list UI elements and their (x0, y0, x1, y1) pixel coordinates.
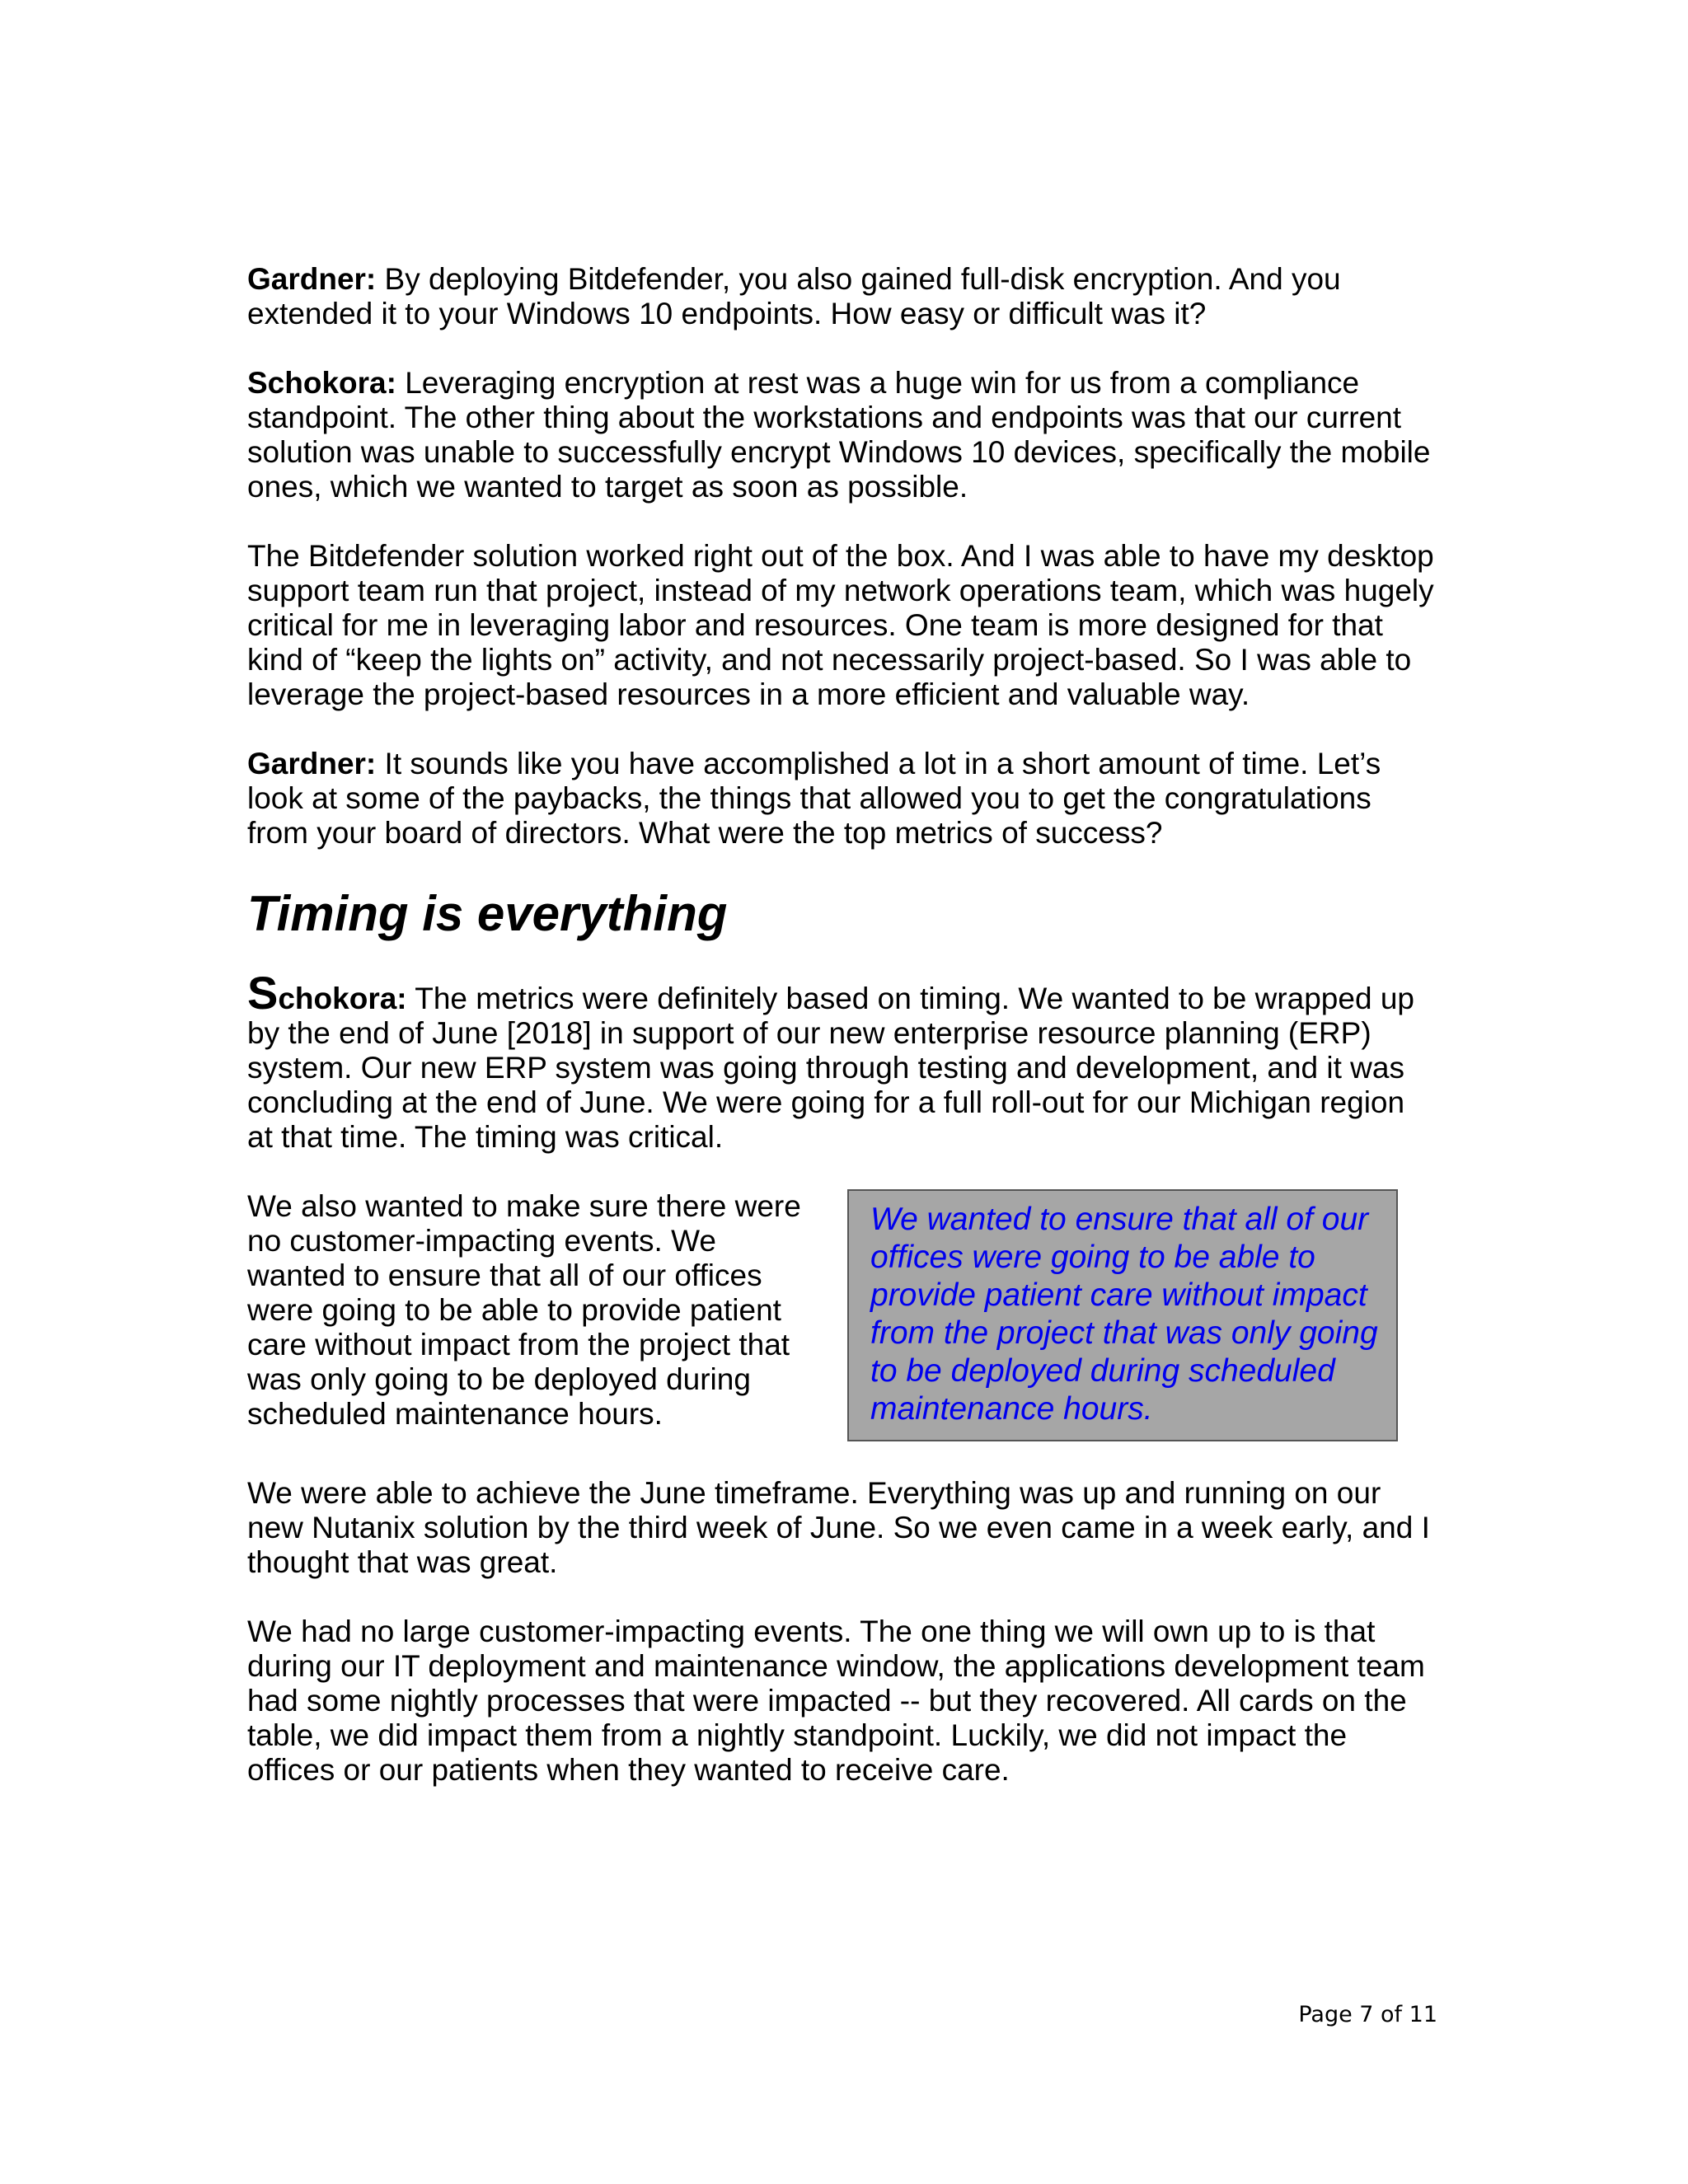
pull-quote-text: We wanted to ensure that all of our offices were going to be able to provide patient care without impact from the project that was only going to be deployed during scheduled maintenance hours. (870, 1202, 1378, 1427)
speaker-label: chokora: (278, 982, 407, 1015)
speaker-label: Gardner: (247, 747, 377, 780)
paragraph-text: By deploying Bitdefender, you also gained full-disk encryption. And you extended it to your Windows 10 endpoints. How easy or difficult was it? (247, 262, 1341, 330)
paragraph-text: The Bitdefender solution worked right out of the box. And I was able to have my desktop support team run that project, instead of my network operations team, which was hugely critical for me in leveraging labor and resources. One team is more designed for that kind of “keep the lights on” activity, and not necessarily project-based. So I was able to leverage the project-based resources in a more efficient and valuable way. (247, 539, 1434, 711)
drop-cap: S (247, 967, 279, 1019)
paragraph-june-timeframe: We were able to achieve the June timeframe. Everything was up and running on our new Nutanix solution by the third week of June. So we even came in a week early, and I thought that was great. (247, 1476, 1430, 1579)
paragraph-gardner-metrics (247, 747, 1438, 851)
speaker-label: Schokora: (247, 366, 396, 400)
paragraph-text: The metrics were definitely based on timing. We wanted to be wrapped up by the end of June [2018] in support of our new enterprise resource planning (ERP) system. Our new ERP system was going through testing and development, and it was concluding at the end of June. We were going for a full roll-out for our Michigan region at that time. The timing was critical. (247, 982, 1414, 1154)
speaker-label: Gardner: (247, 262, 377, 296)
paragraph-text: Leveraging encryption at rest was a huge win for us from a compliance standpoint. The other thing about the workstations and endpoints was that our current solution was unable to successfully encrypt Windows 10 devices, specifically the mobile ones, which we wanted to target as soon as possible. (247, 366, 1431, 504)
document-page (247, 262, 1438, 1822)
pull-quote-box (847, 1189, 1398, 1441)
paragraph-customer-impact: We also wanted to make sure there were no customer-impacting events. We wanted to ensure that all of our offices were going to be able to provide patient care without impact from the project that was only going to be deployed during scheduled maintenance hours. (247, 1189, 801, 1431)
page-number: Page 7 of 11 (1298, 2002, 1437, 2027)
paragraph-text: It sounds like you have accomplished a lot in a short amount of time. Let’s look at some of the paybacks, the things that allowed you to get the congratulations from your board of directors. What were the top metrics of success? (247, 747, 1381, 850)
paragraph-schokora-encryption (247, 366, 1438, 504)
section-heading: Timing is everything (247, 886, 728, 941)
paragraph-bitdefender-solution (247, 539, 1438, 712)
paragraph-no-large-events: We had no large customer-impacting events. The one thing we will own up to is that during our IT deployment and maintenance window, the applications development team had some nightly processes that were impacted -- but they recovered. All cards on the table, we did impact them from a nightly standpoint. Luckily, we did not impact the offices or our patients when they wanted to receive care. (247, 1615, 1425, 1787)
paragraph-schokora-timing (247, 967, 1438, 1155)
paragraph-with-pull-quote (247, 1189, 1438, 1441)
paragraph-gardner-encryption (247, 262, 1438, 331)
